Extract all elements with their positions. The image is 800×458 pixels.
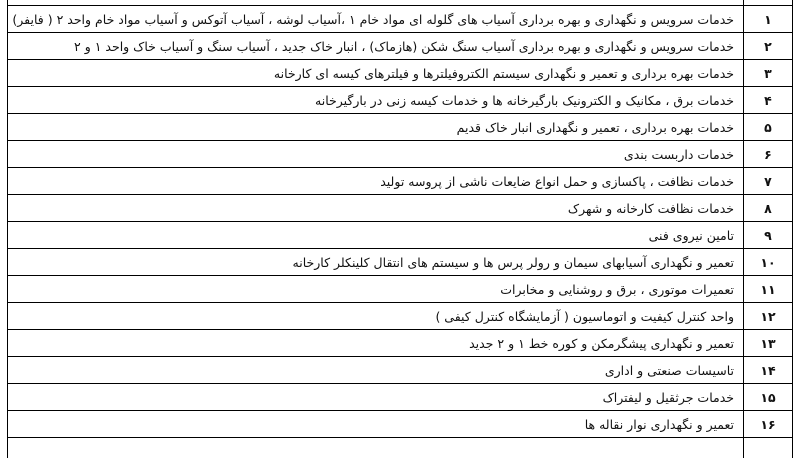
row-number: ۱۳ [744, 330, 793, 357]
table-row [8, 303, 793, 330]
row-number [744, 438, 793, 458]
row-description: تعمیرات موتوری ، برق و روشنایی و مخابرات [8, 276, 744, 303]
row-number: ۹ [744, 222, 793, 249]
row-number: ۷ [744, 168, 793, 195]
row-description [8, 438, 744, 458]
row-description: خدمات داربست بندی [8, 141, 744, 168]
table-row [8, 411, 793, 438]
row-number: ۱۰ [744, 249, 793, 276]
row-description: تاسیسات صنعتی و اداری [8, 357, 744, 384]
row-number: ۴ [744, 87, 793, 114]
row-number: ۱۵ [744, 384, 793, 411]
row-description: خدمات سرویس و نگهداری و بهره برداری آسیاب های گلوله ای مواد خام ۱ ،آسیاب لوشه ، آسیاب آتوکس و آسیاب مواد خام واحد ۲ ( فایفر) [8, 6, 744, 33]
table-row [8, 33, 793, 60]
row-number: ۵ [744, 114, 793, 141]
table-row [8, 384, 793, 411]
row-description: خدمات بهره برداری ، تعمیر و نگهداری انبار خاک قدیم [8, 114, 744, 141]
table-row [8, 114, 793, 141]
row-number: ۱۴ [744, 357, 793, 384]
table-row [8, 438, 793, 458]
row-number: ۱۶ [744, 411, 793, 438]
row-description: تعمیر و نگهداری آسیابهای سیمان و رولر پرس ها و سیستم های انتقال کلینکلر کارخانه [8, 249, 744, 276]
table-row [8, 60, 793, 87]
row-description: خدمات بهره برداری و تعمیر و نگهداری سیستم الکتروفیلترها و فیلترهای کیسه ای کارخانه [8, 60, 744, 87]
table-row [8, 6, 793, 33]
row-description: تعمیر و نگهداری نوار نقاله ها [8, 411, 744, 438]
table-row [8, 357, 793, 384]
table-row [8, 222, 793, 249]
row-number: ۱ [744, 6, 793, 33]
row-number: ۲ [744, 33, 793, 60]
row-description: خدمات جرثقیل و لیفتراک [8, 384, 744, 411]
table-row [8, 168, 793, 195]
row-description: خدمات سرویس و نگهداری و بهره برداری آسیاب سنگ شکن (هازماک) ، انبار خاک جدید ، آسیاب سنگ و آسیاب خاک واحد ۱ و ۲ [8, 33, 744, 60]
row-number: ۶ [744, 141, 793, 168]
table-row [8, 141, 793, 168]
row-number: ۱۲ [744, 303, 793, 330]
row-description: واحد کنترل کیفیت و اتوماسیون ( آزمایشگاه کنترل کیفی ) [8, 303, 744, 330]
table-row [8, 195, 793, 222]
row-description: تامین نیروی فنی [8, 222, 744, 249]
row-number: ۳ [744, 60, 793, 87]
table-row [8, 249, 793, 276]
services-table [7, 0, 793, 458]
row-description: خدمات نظافت کارخانه و شهرک [8, 195, 744, 222]
table-row [8, 330, 793, 357]
table-row [8, 276, 793, 303]
row-description: تعمیر و نگهداری پیشگرمکن و کوره خط ۱ و ۲ جدید [8, 330, 744, 357]
row-description: خدمات برق ، مکانیک و الکترونیک بارگیرخانه ها و خدمات کیسه زنی در بارگیرخانه [8, 87, 744, 114]
row-number: ۱۱ [744, 276, 793, 303]
table-row [8, 87, 793, 114]
row-number: ۸ [744, 195, 793, 222]
row-description: خدمات نظافت ، پاکسازی و حمل انواع ضایعات ناشی از پروسه تولید [8, 168, 744, 195]
